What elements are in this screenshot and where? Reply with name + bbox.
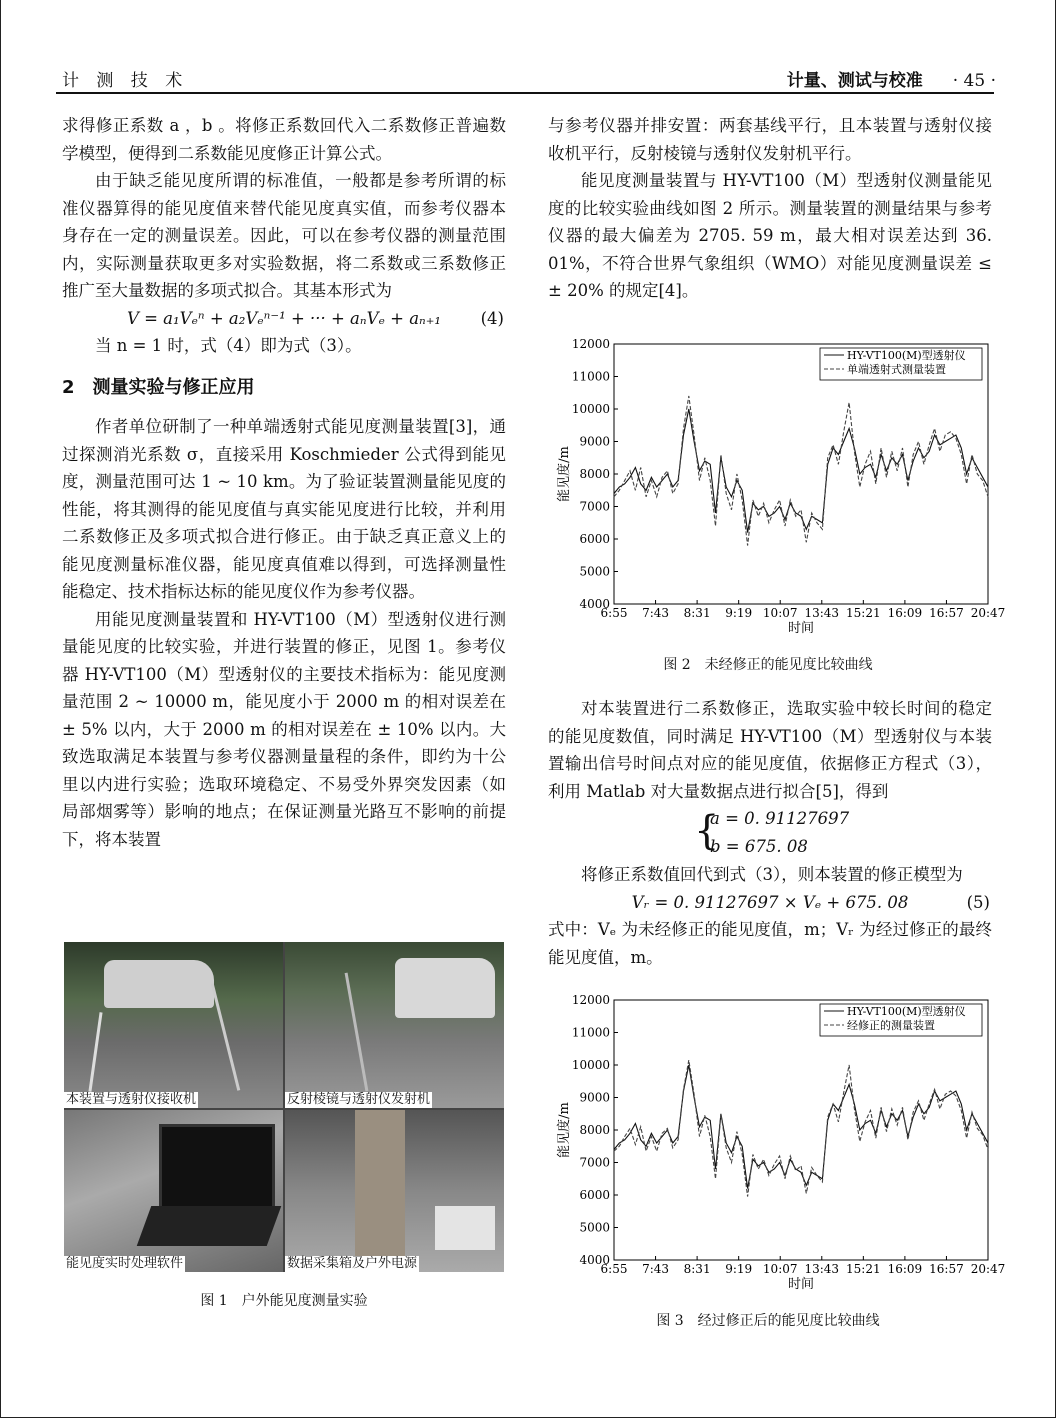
right-column-lower — [548, 695, 992, 971]
y-tick-label: 6000 — [579, 1188, 610, 1202]
equation-system — [548, 805, 992, 861]
y-tick-label: 12000 — [571, 337, 610, 351]
figure-1-photos — [64, 942, 504, 1272]
y-tick-label: 6000 — [579, 532, 610, 546]
y-tick-label: 7000 — [579, 1155, 610, 1170]
x-tick-label: 7:43 — [642, 606, 670, 620]
paragraph: 能见度测量装置与 HY-VT100（M）型透射仪测量能见度的比较实验曲线如图 2 所示。测量装置的测量结果与参考仪器的最大偏差为 2705. 59 m，最大相对误差达到 36. 01%，不符合世界气象组织（WMO）对能见度测量误差 ≤ ± 20% 的规定[4]。 — [548, 171, 992, 300]
x-tick-label: 16:57 — [929, 1262, 964, 1276]
y-axis-label: 能见度/m — [557, 1102, 572, 1158]
x-tick-label: 10:07 — [762, 606, 798, 620]
y-tick-label: 4000 — [579, 597, 610, 611]
legend-entry: 经修正的测量装置 — [847, 1019, 935, 1032]
x-axis-label: 时间 — [787, 1277, 815, 1292]
figure-2-caption: 图 2 未经修正的能见度比较曲线 — [663, 657, 873, 673]
y-tick-label: 11000 — [571, 369, 610, 384]
equation-5 — [548, 889, 992, 917]
equation-4 — [62, 305, 506, 333]
x-tick-label: 20:47 — [970, 1262, 1006, 1276]
photo-label: 能见度实时处理软件 — [66, 1256, 184, 1271]
figure-2-chart — [548, 332, 1006, 642]
plot-area — [614, 1000, 988, 1260]
equation-number: (4) — [480, 308, 504, 328]
tripod-leg — [345, 973, 369, 1092]
photo-label: 本装置与透射仪接收机 — [66, 1092, 197, 1107]
figure-3-caption: 图 3 经过修正后的能见度比较曲线 — [656, 1313, 880, 1329]
laptop-screen — [159, 1124, 275, 1210]
figure-3-chart — [548, 988, 1006, 1298]
equation-text: V = a₁Vₑⁿ + a₂Vₑⁿ⁻¹ + ··· + aₙVₑ + aₙ₊₁ — [126, 308, 442, 328]
y-tick-label: 12000 — [571, 993, 610, 1007]
photo-label: 反射棱镜与透射仪发射机 — [287, 1092, 431, 1107]
figure-1-caption: 图 1 户外能见度测量实验 — [200, 1293, 368, 1309]
section-name: 计量、测试与校准 — [786, 71, 923, 91]
y-tick-label: 4000 — [579, 1253, 610, 1267]
y-tick-label: 7000 — [579, 499, 610, 514]
coef-a: a = 0. 91127697 — [710, 809, 850, 828]
y-tick-label: 5000 — [579, 564, 610, 579]
y-tick-label: 5000 — [579, 1220, 610, 1235]
paragraph: 用能见度测量装置和 HY-VT100（M）型透射仪进行测量能见度的比较实验，并进行装置的修正，见图 1。参考仪器 HY-VT100（M）型透射仪的主要技术指标为：能见度测量范围 2 ~ 10000 m，能见度小于 2000 m 的相对误差在 ± 5% 以内，大于 2000 m 的相对误差在 ± 10% 以内。大致选取满足本装置与参考仪器测量量程的条件，即约为十公里以内进行实验；选取环境稳定、不易受外界突发因素（如局部烟雾等）影响的地点；在保证测量光路互不影响的前提下，将本装置 — [62, 609, 506, 849]
page-number: · 45 · — [952, 71, 996, 91]
equation-text: Vᵣ = 0. 91127697 × Vₑ + 675. 08 — [631, 892, 909, 912]
box-shape — [435, 1206, 495, 1250]
car-shape — [395, 958, 495, 1018]
x-tick-label: 20:47 — [970, 606, 1006, 620]
y-tick-label: 8000 — [579, 467, 610, 481]
journal-name: 计 测 技 术 — [62, 71, 189, 91]
x-tick-label: 10:07 — [762, 1262, 798, 1276]
laptop-keyboard — [137, 1206, 282, 1246]
photo-receiver — [64, 942, 283, 1108]
header-rule — [56, 92, 994, 94]
x-tick-label: 15:21 — [846, 1262, 881, 1276]
paragraph: 由于缺乏能见度所谓的标准值，一般都是参考所谓的标准仪器算得的能见度值来替代能见度真实值，而参考仪器本身存在一定的测量误差。因此，可以在参考仪器的测量范围内，实际测量获取更多对实验数据，将二系数或三系数修正推广至大量数据的多项式拟合。其基本形式为 — [62, 171, 506, 300]
paragraph: 作者单位研制了一种单端透射式能见度测量装置[3]，通过探测消光系数 σ，直接采用 Koschmieder 公式得到能见度，测量范围可达 1 ~ 10 km。为了验证装置测量能见度的性能，将其测得的能见度值与真实能见度进行比较，并利用二系数修正及多项式拟合进行修正。由于缺乏真正意义上的能见度测量标准仪器，能见度真值难以得到，可选择测量性能稳定、技术指标达标的能见度仪作为参考仪器。 — [62, 417, 506, 601]
paragraph: 对本装置进行二系数修正，选取实验中较长时间的稳定的能见度数值，同时满足 HY-VT100（M）型透射仪与本装置输出信号时间点对应的能见度值，依据修正方程式（3），利用 Matlab 对大量数据点进行拟合[5]，得到 — [548, 699, 992, 801]
running-header — [787, 66, 996, 91]
x-tick-label: 16:09 — [887, 1262, 923, 1276]
pillar-shape — [355, 1110, 405, 1272]
legend-entry: HY-VT100(M)型透射仪 — [847, 349, 966, 362]
paragraph: 求得修正系数 a ，b 。将修正系数回代入二系数修正普遍数学模型，便得到二系数能见度修正计算公式。 — [62, 116, 506, 163]
left-column — [62, 112, 506, 853]
equation-number: (5) — [966, 892, 990, 912]
photo-transmitter — [285, 942, 504, 1108]
paragraph: 式中：Vₑ 为未经修正的能见度值，m；Vᵣ 为经过修正的最终能见度值，m。 — [548, 920, 992, 967]
x-tick-label: 8:31 — [683, 606, 711, 620]
y-tick-label: 9000 — [579, 434, 610, 449]
y-tick-label: 10000 — [571, 1058, 610, 1072]
paragraph: 将修正系数值回代到式（3），则本装置的修正模型为 — [581, 865, 963, 884]
x-tick-label: 9:19 — [725, 606, 753, 620]
x-tick-label: 6:55 — [600, 1262, 628, 1276]
y-tick-label: 9000 — [579, 1090, 610, 1105]
photo-label: 数据采集箱及户外电源 — [287, 1256, 418, 1271]
y-tick-label: 10000 — [571, 402, 610, 416]
x-tick-label: 7:43 — [642, 1262, 670, 1276]
x-tick-label: 8:31 — [683, 1262, 711, 1276]
photo-software — [64, 1110, 283, 1272]
legend-entry: 单端透射式测量装置 — [847, 363, 946, 376]
coef-b: b = 675. 08 — [710, 837, 808, 856]
car-shape — [104, 960, 214, 1008]
section-heading: 2 测量实验与修正应用 — [62, 376, 255, 398]
y-tick-label: 11000 — [571, 1025, 610, 1040]
tripod-leg — [88, 1012, 102, 1092]
legend-entry: HY-VT100(M)型透射仪 — [847, 1005, 966, 1018]
y-tick-label: 8000 — [579, 1123, 610, 1137]
x-tick-label: 6:55 — [600, 606, 628, 620]
x-tick-label: 16:09 — [887, 606, 923, 620]
brace: { — [694, 808, 720, 854]
x-tick-label: 13:43 — [804, 606, 840, 620]
plot-area — [614, 344, 988, 604]
paragraph: 与参考仪器并排安置：两套基线平行，且本装置与透射仪接收机平行，反射棱镜与透射仪发射机平行。 — [548, 116, 992, 163]
photo-data-box — [285, 1110, 504, 1272]
x-tick-label: 16:57 — [929, 606, 964, 620]
x-tick-label: 9:19 — [725, 1262, 753, 1276]
right-column — [548, 112, 992, 305]
paragraph: 当 n = 1 时，式（4）即为式（3）。 — [95, 336, 362, 355]
y-axis-label: 能见度/m — [557, 446, 572, 502]
x-axis-label: 时间 — [787, 621, 815, 636]
x-tick-label: 15:21 — [846, 606, 881, 620]
tripod-leg — [211, 983, 241, 1090]
x-tick-label: 13:43 — [804, 1262, 840, 1276]
